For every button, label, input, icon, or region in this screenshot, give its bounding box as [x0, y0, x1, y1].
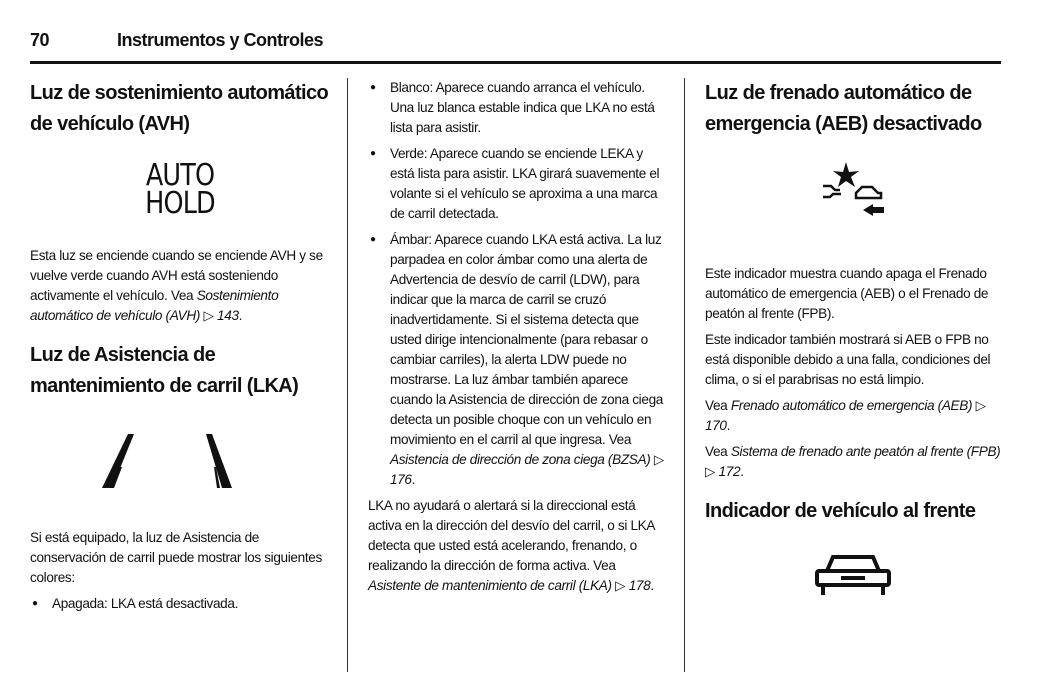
- page-number: 70: [30, 30, 50, 50]
- aeb-paragraph-1: Este indicador muestra cuando apaga el Frenado automático de emergencia (AEB) o el Frenado de peatón al frente (FPB).: [705, 266, 989, 321]
- bullet-green: ● Verde: Aparece cuando se enciende LEKA y está lista para asistir. LKA girará suavemente el volante si el vehículo se aproxima a una marca de carril detectada.: [368, 144, 666, 224]
- vehicle-ahead-icon: [705, 553, 1001, 599]
- avh-link[interactable]: Sostenimiento automático de vehículo (AVH): [30, 288, 279, 323]
- see-text: Vea: [705, 444, 731, 459]
- bullet-off: ● Apagada: LKA está desactivada.: [30, 594, 330, 614]
- aeb-see: Vea Frenado automático de emergencia (AEB) ▷ 170.: [705, 398, 986, 433]
- avh-page[interactable]: 143: [217, 308, 239, 323]
- page-ref-icon: ▷: [705, 464, 716, 479]
- avh-heading: Luz de sostenimiento automático de vehículo (AVH): [30, 82, 329, 135]
- fpb-page[interactable]: 172: [718, 464, 741, 479]
- column-3: [705, 78, 1001, 611]
- auto-hold-icon: [30, 158, 330, 221]
- aeb-link[interactable]: Frenado automático de emergencia (AEB): [730, 398, 973, 413]
- column-divider: [684, 78, 685, 672]
- bzsa-page[interactable]: 176: [390, 472, 412, 487]
- column-divider: [347, 78, 348, 672]
- avh-text: Esta luz se enciende cuando se enciende AVH y se vuelve verde cuando AVH está sosteniendo activamente el vehículo. Vea: [30, 248, 323, 303]
- lka-note-text: LKA no ayudará o alertará si la direccional está activa en la dirección del desvío del carril, o si LKA detecta que usted está acelerando, frenando, o realizando la dirección de forma activa. Vea: [368, 498, 655, 573]
- aeb-heading: Luz de frenado automático de emergencia (AEB) desactivado: [705, 82, 982, 135]
- aeb-paragraph-2: Este indicador también mostrará si AEB o FPB no está disponible debido a una falla, condiciones del clima, o si el parabrisas no está limpio.: [705, 332, 991, 387]
- column-1: [30, 78, 330, 620]
- page-ref-icon: ▷: [975, 398, 986, 413]
- amber-text: Ámbar: Aparece cuando LKA está activa. La luz parpadea en color ámbar como una alerta de Advertencia de desvío de carril (LDW), para indicar que la marca de carril se cruzó inadvertidamente. Si el sistema detecta que usted dirige intencionalmente (para rebasar o cambiar carriles), la alerta LDW puede no mostrarse. La luz ámbar también aparece cuando la Asistencia de dirección de zona ciega detecta un posible choque con un vehículo en movimiento en el carril al que ingresa. Vea: [390, 232, 663, 447]
- lane-keep-icon: [30, 432, 330, 492]
- lka-note-paragraph: LKA no ayudará o alertará si la direccional está activa en la dirección del desvío del carril, o si LKA detecta que usted está acelerando, frenando, o realizando la dirección de forma activa. Vea Asistente de mantenimiento de carril (LKA) ▷ 178.: [368, 498, 655, 593]
- section-title: Instrumentos y Controles: [117, 30, 324, 50]
- auto-hold-line: HOLD: [145, 186, 215, 221]
- aeb-off-icon: [705, 160, 1001, 230]
- lka-link[interactable]: Asistente de mantenimiento de carril (LKA): [368, 578, 612, 593]
- page-ref-icon: ▷: [615, 578, 626, 593]
- lka-page[interactable]: 178: [628, 578, 651, 593]
- bullet-white: ● Blanco: Aparece cuando arranca el vehículo. Una luz blanca estable indica que LKA no está lista para asistir.: [368, 78, 666, 138]
- header-rule: [30, 61, 1001, 64]
- vehicle-ahead-heading: Indicador de vehículo al frente: [705, 500, 976, 522]
- fpb-see: Vea Sistema de frenado ante peatón al frente (FPB) ▷ 172.: [705, 444, 1001, 479]
- bullet-amber: ● Ámbar: Aparece cuando LKA está activa. La luz parpadea en color ámbar como una alerta de Advertencia de desvío de carril (LDW), para indicar que la marca de carril se cruzó inadvertidamente. Si el sistema detecta que usted dirige intencionalmente (para rebasar o cambiar carriles), la alerta LDW puede no mostrarse. La luz ámbar también aparece cuando la Asistencia de dirección de zona ciega detecta un posible choque con un vehículo en movimiento en el carril al que ingresa. Vea Asistencia de dirección de zona ciega (BZSA) ▷ 176.: [368, 230, 666, 490]
- avh-paragraph: Esta luz se enciende cuando se enciende AVH y se vuelve verde cuando AVH está sosteniendo activamente el vehículo. Vea Sostenimiento automático de vehículo (AVH) ▷ 143.: [30, 248, 323, 323]
- see-text: Vea: [705, 398, 731, 413]
- aeb-page[interactable]: 170: [705, 418, 727, 433]
- lka-heading: Luz de Asistencia de mantenimiento de carril (LKA): [30, 344, 299, 397]
- auto-hold-line: AUTO: [145, 158, 215, 193]
- lka-paragraph: Si está equipado, la luz de Asistencia de conservación de carril puede mostrar los siguientes colores:: [30, 530, 322, 585]
- page-ref-icon: ▷: [203, 308, 214, 323]
- running-header: [30, 30, 323, 51]
- fpb-link[interactable]: Sistema de frenado ante peatón al frente (FPB): [730, 444, 1001, 459]
- page-ref-icon: ▷: [653, 452, 664, 467]
- bzsa-link[interactable]: Asistencia de dirección de zona ciega (BZSA): [390, 452, 651, 467]
- column-2: [368, 78, 666, 602]
